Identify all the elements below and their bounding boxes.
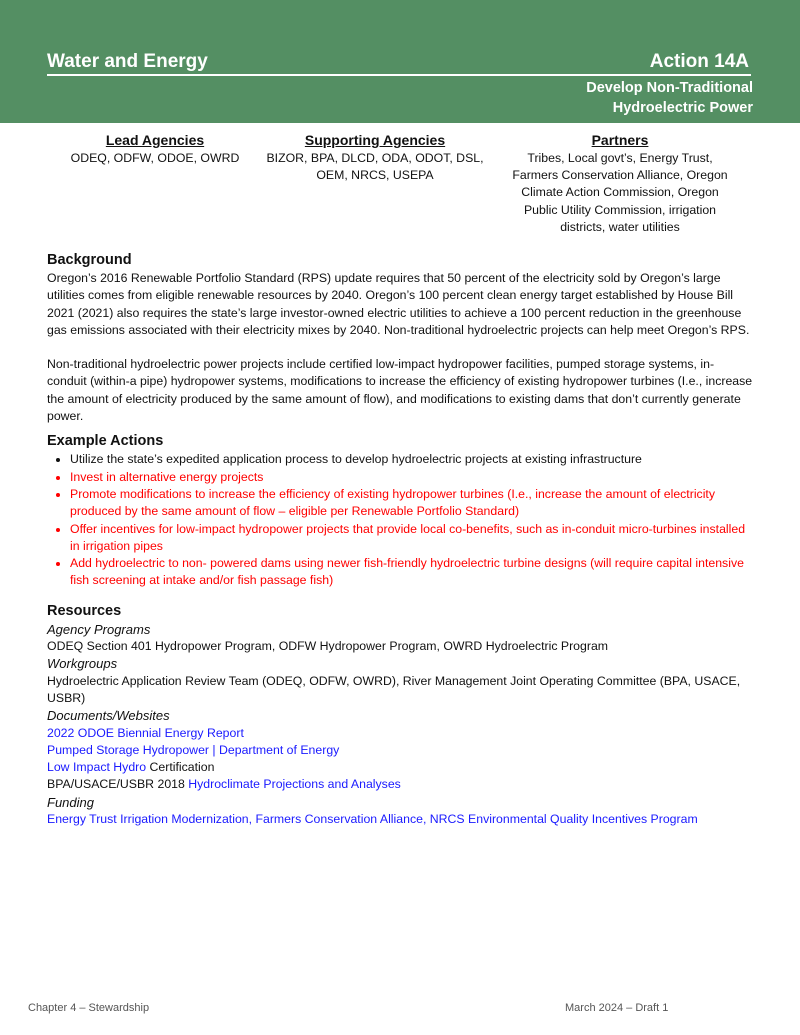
lead-agencies: [55, 131, 255, 167]
supporting-agencies-heading: Supporting Agencies: [304, 132, 446, 148]
doc-prefix-text: BPA/USACE/USBR 2018: [47, 777, 189, 792]
partners: [495, 131, 745, 236]
nrcs-eqip-link[interactable]: NRCS Environmental Quality Incentives Program: [429, 812, 698, 827]
background-paragraph: Non-traditional hydroelectric power projects include certified low-impact hydropower facilities, pumped storage systems, in-conduit (within-a pipe) hydropower systems, modifications to increase the efficiency of existing hydropower turbines (I.e., increase the amount of electricity produced by the same amount of flow), and modifications to existing dams that don’t currently generate power.: [47, 357, 753, 424]
partners-text: districts, water utilities: [560, 219, 680, 234]
resources-heading: Resources: [47, 602, 122, 619]
workgroups-text: Hydroelectric Application Review Team (ODEQ, ODFW, OWRD), River Management Joint Operating Committee (BPA, USACE, USBR): [47, 673, 741, 705]
list-item: • Utilize the state’s expedited application process to develop hydroelectric projects at existing infrastructure: [70, 451, 753, 468]
footer-date: March 2024 – Draft 1: [565, 1002, 669, 1014]
energy-trust-link[interactable]: Energy Trust Irrigation Modernization: [47, 812, 249, 827]
agency-programs-label: Agency Programs: [47, 621, 151, 637]
separator: ,: [248, 812, 256, 827]
partners-heading: Partners: [591, 132, 649, 148]
list-item: • Promote modifications to increase the efficiency of existing hydropower turbines (I.e., increase the amount of electricity produced by the same amount of flow – eligible per Renewable Portfolio Standard): [70, 486, 753, 521]
example-actions-heading: Example Actions: [47, 433, 164, 450]
fca-link[interactable]: Farmers Conservation Alliance: [255, 812, 423, 827]
action-subtitle: [586, 78, 753, 118]
title-row: [47, 50, 751, 76]
list-item: • Add hydroelectric to non- powered dams using newer fish-friendly hydroelectric turbine designs (will require capital intensive fish screening at intake and/or fish passage fish): [70, 555, 753, 590]
list-item: • Offer incentives for low-impact hydropower projects that provide local co-benefits, such as in-conduit micro-turbines installed in irrigation pipes: [70, 521, 753, 556]
partners-text: Farmers Conservation Alliance, Oregon: [512, 168, 728, 183]
subtitle-line: Develop Non-Traditional: [586, 80, 753, 96]
separator: ,: [422, 812, 430, 827]
list-item: • Invest in alternative energy projects: [70, 469, 753, 486]
certification-text: Certification: [146, 760, 215, 775]
supporting-agencies: [255, 131, 495, 184]
partners-text: Climate Action Commission, Oregon: [521, 185, 719, 200]
background-heading: Background: [47, 252, 132, 268]
funding-label: Funding: [47, 794, 94, 810]
agency-programs-text: ODEQ Section 401 Hydropower Program, ODFW Hydropower Program, OWRD Hydroelectric Program: [47, 639, 609, 654]
section-title: Water and Energy: [47, 51, 208, 72]
lead-agencies-text: ODEQ, ODFW, ODOE, OWRD: [70, 151, 240, 165]
supporting-agencies-text: OEM, NRCS, USEPA: [316, 168, 434, 183]
pumped-storage-link[interactable]: Pumped Storage Hydropower | Department of Energy: [47, 742, 340, 757]
main-content: [47, 251, 753, 828]
workgroups-label: Workgroups: [47, 656, 118, 672]
action-number: Action 14A: [649, 51, 749, 72]
partners-text: Public Utility Commission, irrigation: [523, 202, 717, 217]
supporting-agencies-text: BIZOR, BPA, DLCD, ODA, ODOT, DSL,: [266, 151, 484, 165]
hydroclimate-link[interactable]: Hydroclimate Projections and Analyses: [188, 777, 401, 792]
low-impact-hydro-link[interactable]: Low Impact Hydro: [47, 760, 147, 775]
background-paragraph: Oregon’s 2016 Renewable Portfolio Standard (RPS) update requires that 50 percent of the electricity sold by Oregon’s large utilities comes from eligible renewable resources by 2040. Oregon’s 100 percent clean energy target established by House Bill 2021 (2021) also requires the state’s large investor-owned electric utilities to achieve a 100 percent reduction in the greenhouse gas emissions associated with their electricity mixes by 2040. Non-traditional hydroelectric projects can help meet Oregon’s RPS.: [47, 271, 750, 337]
odoe-report-link[interactable]: 2022 ODOE Biennial Energy Report: [47, 725, 244, 740]
documents-label: Documents/Websites: [47, 708, 170, 724]
footer-chapter: Chapter 4 – Stewardship: [28, 1002, 150, 1014]
lead-agencies-heading: Lead Agencies: [105, 132, 205, 148]
subtitle-line: Hydroelectric Power: [612, 100, 753, 116]
example-actions-list: [47, 451, 753, 589]
partners-text: Tribes, Local govt’s, Energy Trust,: [527, 151, 713, 165]
header-band: [0, 0, 800, 123]
